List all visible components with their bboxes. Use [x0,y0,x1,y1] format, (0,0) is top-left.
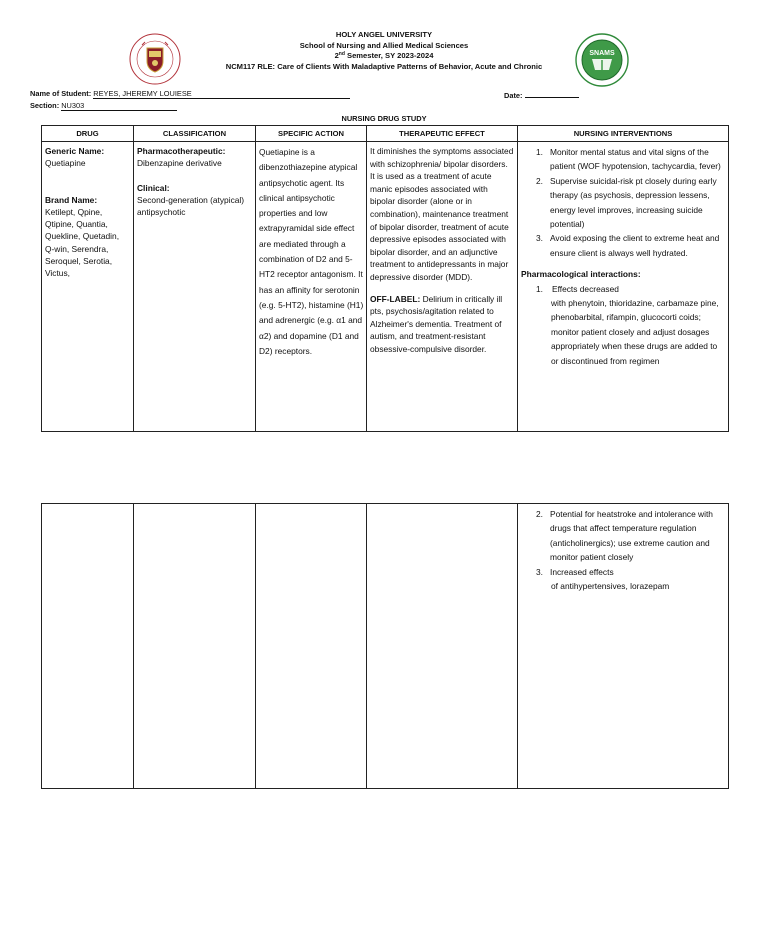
classification-cell-continued [134,504,256,789]
classification-cell [134,142,256,432]
interactions-list [522,282,724,296]
svg-text:SNAMS: SNAMS [589,50,615,57]
table-row [42,504,729,789]
list-item: 2. Supervise suicidal-risk pt closely during early therapy (as psychosis, depression lessens, energy level improves, increasing suicide potential) [536,175,717,230]
nursing-interventions-cell [518,142,729,432]
drug-cell-continued [42,504,134,789]
section-field: Section: NU303 [30,101,177,111]
school-name: School of Nursing and Allied Medical Sciences [299,40,469,50]
course-title: NCM117 RLE: Care of Clients With Maladaptive Patterns of Behavior, Acute and Chronic [225,61,543,71]
interaction-detail: of antihypertensives, lorazepam [551,581,670,592]
generic-name-value: Quetiapine [45,158,86,169]
pharmacotherapeutic-label: Pharmacotherapeutic: [137,146,226,156]
list-item: 1. Monitor mental status and vital signs of the patient (WOF hypotension, tachycardia, fever) [536,147,721,172]
drug-study-table [41,125,729,432]
list-item: 1. Effects decreased [536,283,619,294]
therapeutic-effect-cell [367,142,518,432]
brand-name-label: Brand Name: [45,194,98,205]
column-header-classification: CLASSIFICATION [134,126,256,142]
specific-action-cell-continued [256,504,367,789]
table-header-row [42,126,729,142]
clinical-value: Second-generation (atypical) antipsychotic [137,194,245,218]
specific-action-cell [256,142,367,432]
therapeutic-effect-text: It diminishes the symptoms associated with schizophrenia/ bipolar disorders. It is used as a treatment of acute manic episodes associated with bipolar disorder (alone or in combination), maintenance treatment of bipolar disorder, treatment of acute depressive episodes associated with bipolar disorder, and an adjunctive treatment to antidepressants in major depressive disorder (MDD). [370,146,514,282]
student-name-value: REYES, JHEREMY LOUIESE [93,89,350,99]
column-header-nursing-interventions: NURSING INTERVENTIONS [518,126,729,142]
interventions-list [522,145,724,260]
document-header [150,30,618,72]
date-value [525,89,579,98]
document-title: NURSING DRUG STUDY [341,114,427,123]
column-header-therapeutic-effect: THERAPEUTIC EFFECT [367,126,518,142]
date-field: Date: [504,89,579,100]
pharmacotherapeutic-value: Dibenzapine derivative [137,158,222,169]
brand-name-value: Ketilept, Qpine, Qtipine, Quantia, Quekline, Quetadin, Q-win, Serendra, Seroquel, Serotia, Victus, [45,206,120,279]
section-value: NU303 [61,101,177,111]
drug-cell [42,142,134,432]
semester-line: 2nd Semester, SY 2023-2024 [334,51,434,61]
table-row [42,142,729,432]
specific-action-text: Quetiapine is a dibenzothiazepine atypical antipsychotic agent. Its clinical antipsychotic properties and low extrapyramidal side effect are mediated through a combination of D2 and 5-HT2 receptor antagonism. It has an affinity for serotonin (e.g. 5-HT2), histamine (H1) and adrenergic (e.g. α1 and α2) and dopamine (D1 and D2) receptors. [259,147,364,356]
list-item: 2. Potential for heatstroke and intolerance with drugs that affect temperature regulation (anticholinergics); use extreme caution and monitor patient closely [536,509,713,563]
university-name: HOLY ANGEL UNIVERSITY [335,30,433,39]
list-item: 3. Increased effects [536,566,614,577]
column-header-specific-action: SPECIFIC ACTION [256,126,367,142]
interventions-list-continued [522,507,724,579]
column-header-drug: DRUG [42,126,134,142]
drug-study-table-continued [41,503,729,789]
interactions-label: Pharmacological interactions: [521,269,641,280]
generic-name-label: Generic Name: [45,146,105,156]
student-name-field: Name of Student: REYES, JHEREMY LOUIESE [30,89,350,99]
nursing-interventions-cell-continued [518,504,729,789]
off-label-text: OFF-LABEL: Delirium in critically ill pts, psychosis/agitation related to Alzheimer's dementia. Treatment of autism, and treatment-resistant obsessive-compulsive disorder. [370,293,503,354]
clinical-label: Clinical: [137,182,170,193]
list-item: 3. Avoid exposing the client to extreme heat and ensure client is always well hydrated. [536,233,720,258]
therapeutic-effect-cell-continued [367,504,518,789]
interaction-detail: with phenytoin, thioridazine, carbamaze pine, phenobarbital, rifampin, glucocorti coids; monitor patient closely and adjust dosages appropriately when these drugs are added to or discontinued from regimen [551,298,719,366]
